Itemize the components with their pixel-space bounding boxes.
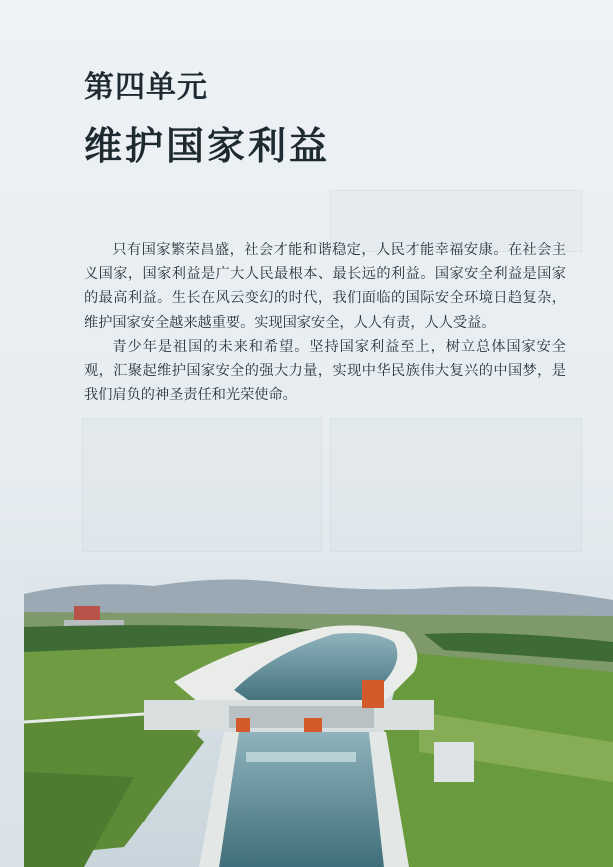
canal-photo — [24, 572, 613, 867]
unit-title: 维护国家利益 — [84, 124, 331, 168]
unit-label: 第四单元 — [84, 70, 208, 105]
paragraph: 青少年是祖国的未来和希望。坚持国家利益至上，树立总体国家安全观，汇聚起维护国家安全的强大力量，实现中华民族伟大复兴的中国梦，是我们肩负的神圣责任和光荣使命。 — [84, 338, 566, 404]
bleed-through-box — [82, 418, 322, 552]
paragraph: 只有国家繁荣昌盛，社会才能和谐稳定，人民才能幸福安康。在社会主义国家，国家利益是广大人民最根本、最长远的利益。国家安全利益是国家的最高利益。生长在风云变幻的时代，我们面临的国际安全环境日趋复杂，维护国家安全越来越重要。实现国家安全，人人有责，人人受益。 — [84, 242, 566, 331]
bleed-through-box — [330, 418, 582, 552]
intro-text — [84, 238, 566, 407]
gate-crane — [362, 680, 384, 708]
pump-house — [434, 742, 474, 782]
